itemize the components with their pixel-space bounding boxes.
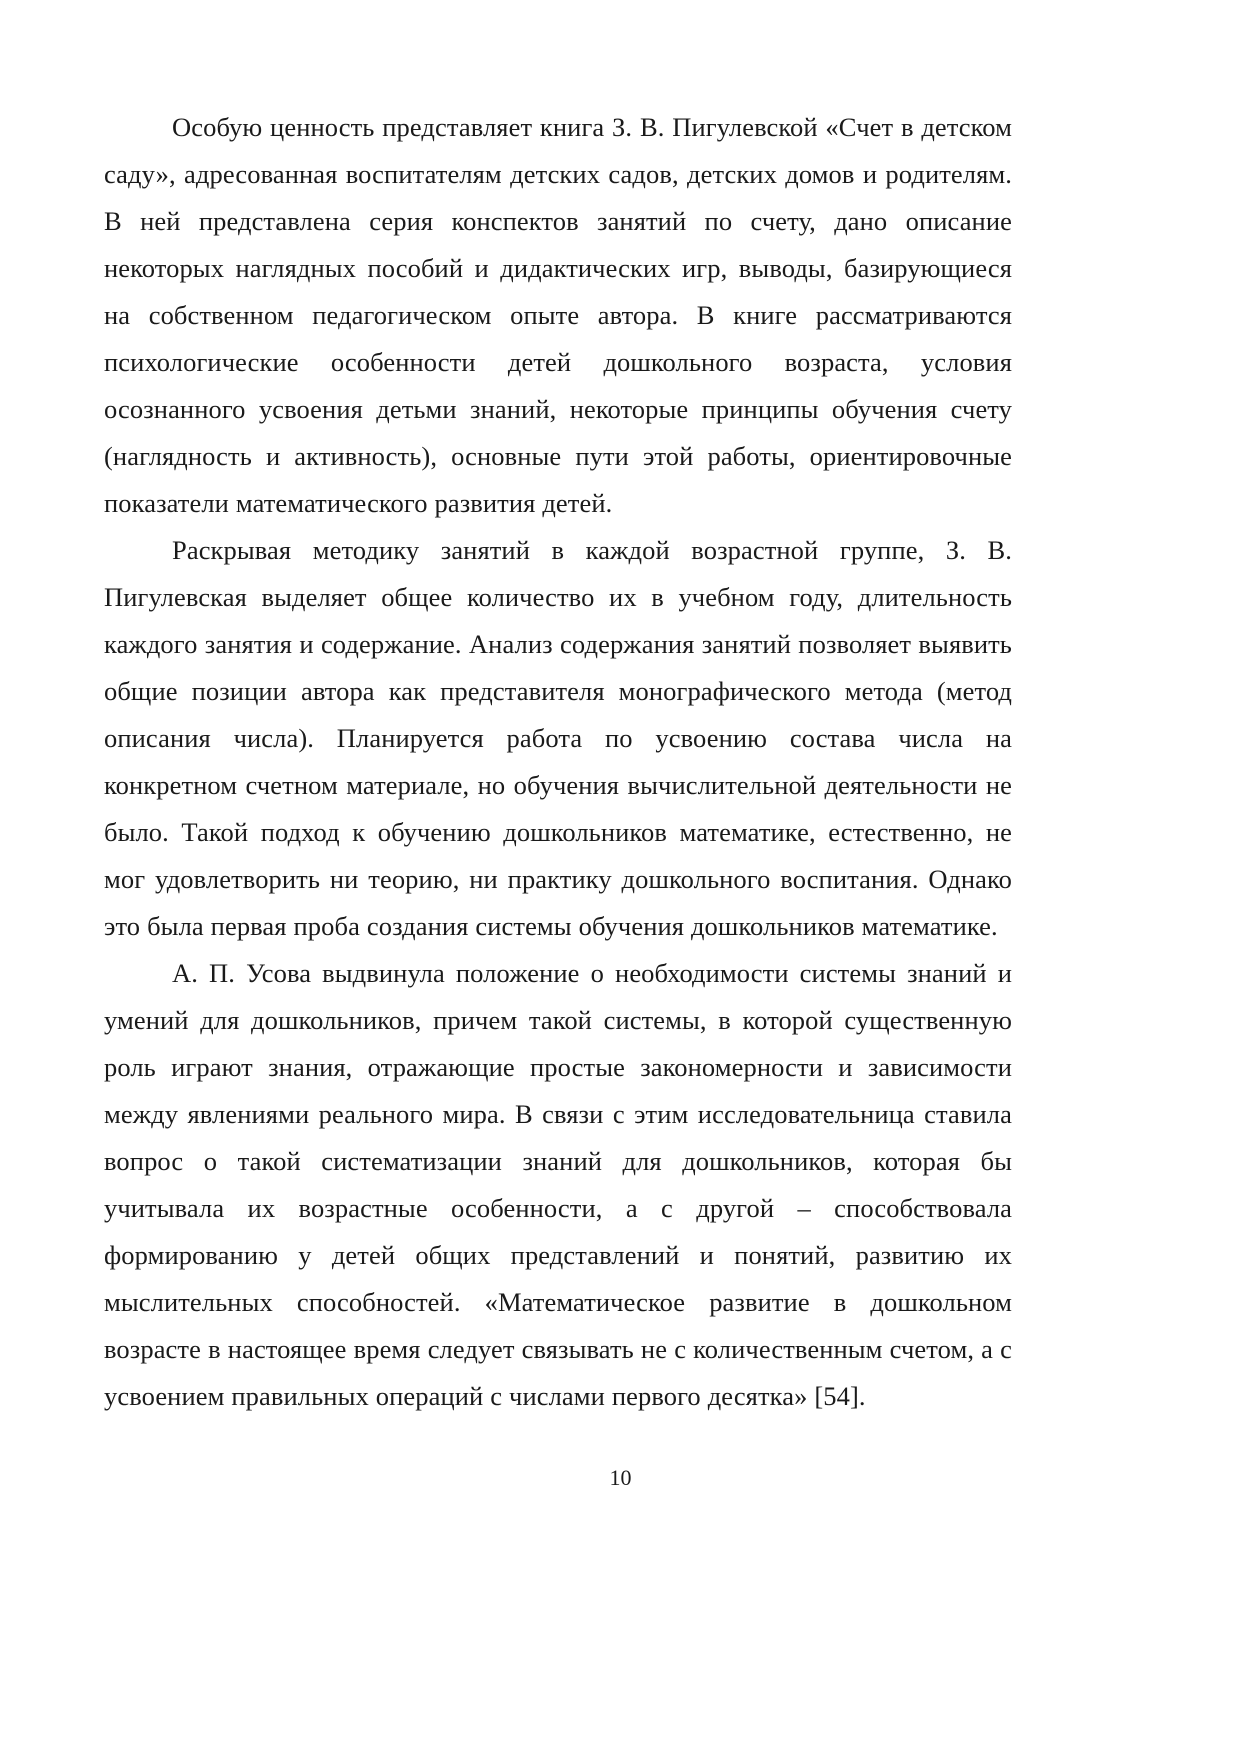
page-number: 10 bbox=[609, 1465, 632, 1490]
page-body bbox=[104, 104, 1012, 1420]
paragraph: Раскрывая методику занятий в каждой возрастной группе, З. В. Пигулевская выделяет общее количество их в учебном году, длительность каждого занятия и содержание. Анализ содержания занятий позволяет выявить общие позиции автора как представителя монографического метода (метод описания числа). Планируется работа по усвоению состава числа на конкретном счетном материале, но обучения вычислительной деятельности не было. Такой подход к обучению дошкольников математике, естественно, не мог удовлетворить ни теорию, ни практику дошкольного воспитания. Однако это была первая проба создания системы обучения дошкольников математике. bbox=[104, 535, 1012, 941]
paragraph: А. П. Усова выдвинула положение о необходимости системы знаний и умений для дошкольников, причем такой системы, в которой существенную роль играют знания, отражающие простые закономерности и зависимости между явлениями реального мира. В связи с этим исследовательница ставила вопрос о такой систематизации знаний для дошкольников, которая бы учитывала их возрастные особенности, а с другой – способствовала формированию у детей общих представлений и понятий, развитию их мыслительных способностей. «Математическое развитие в дошкольном возрасте в настоящее время следует связывать не с количественным счетом, а с усвоением правильных операций с числами первого десятка» [54]. bbox=[104, 958, 1012, 1411]
paragraph: Особую ценность представляет книга З. В. Пигулевской «Счет в детском саду», адресованная воспитателям детских садов, детских домов и родителям. В ней представлена серия конспектов занятий по счету, дано описание некоторых наглядных пособий и дидактических игр, выводы, базирующиеся на собственном педагогическом опыте автора. В книге рассматриваются психологические особенности детей дошкольного возраста, условия осознанного усвоения детьми знаний, некоторые принципы обучения счету (наглядность и активность), основные пути этой работы, ориентировочные показатели математического развития детей. bbox=[104, 112, 1012, 518]
